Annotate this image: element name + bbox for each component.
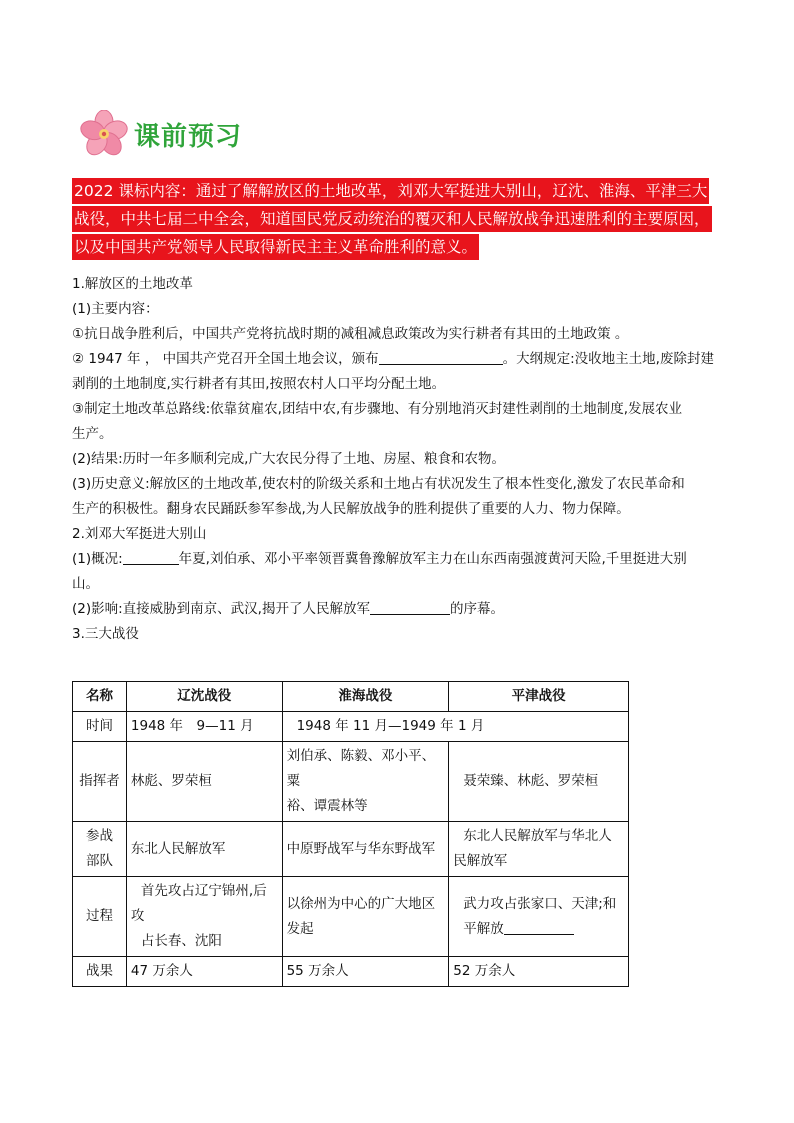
table-cell xyxy=(449,822,629,877)
cell-line: 参战 xyxy=(85,828,113,844)
paragraph xyxy=(72,547,732,572)
section-header xyxy=(76,110,316,160)
row-label xyxy=(73,822,127,877)
table-row xyxy=(73,957,629,987)
table-header-row xyxy=(73,682,629,712)
table-cell: 1948 年 9—11 月 xyxy=(126,712,282,742)
row-label: 指挥者 xyxy=(73,742,127,822)
table-cell xyxy=(126,877,282,957)
table-header: 平津战役 xyxy=(449,682,629,712)
table-cell: 47 万余人 xyxy=(126,957,282,987)
text: 的序幕。 xyxy=(449,601,504,617)
table-cell: 中原野战军与华东野战军 xyxy=(282,822,449,877)
paragraph: 山。 xyxy=(72,576,99,592)
study-content xyxy=(72,272,732,647)
table-cell xyxy=(282,877,449,957)
section-title: 1.解放区的土地改革 xyxy=(72,276,193,292)
cell-line: 部队 xyxy=(85,853,113,869)
table-cell: 东北人民解放军 xyxy=(126,822,282,877)
text: 年夏,刘伯承、邓小平率领晋冀鲁豫解放军主力在山东西南强渡黄河天险,千里挺进大别 xyxy=(178,551,687,567)
table-row xyxy=(73,877,629,957)
text: (1)概况: xyxy=(72,551,123,567)
paragraph: ③制定土地改革总路线:依靠贫雇农,团结中农,有步骤地、有分别地消灭封建性剥削的土地制度,发展农业 xyxy=(72,401,683,417)
table-cell: 聂荣臻、林彪、罗荣桓 xyxy=(449,742,629,822)
paragraph: 生产的积极性。翻身农民踊跃参军参战,为人民解放战争的胜利提供了重要的人力、物力保障。 xyxy=(72,501,630,517)
table-row xyxy=(73,822,629,877)
cell-line: 武力攻占张家口、天津;和 xyxy=(463,895,617,912)
plum-blossom-icon xyxy=(76,110,132,160)
paragraph xyxy=(72,347,732,372)
cell-line: 平解放 xyxy=(463,920,504,937)
table-cell: 1948 年 11 月—1949 年 1 月 xyxy=(282,712,628,742)
text: (2)影响:直接威胁到南京、武汉,揭开了人民解放军 xyxy=(72,601,370,617)
text: ② 1947 年 ， 中国共产党召开全国土地会议，颁布 xyxy=(72,351,379,367)
banner-line: 2022 课标内容：通过了解解放区的土地改革，刘邓大军挺进大别山，辽沈、淮海、平津三大 xyxy=(72,178,709,204)
cell-line: 以徐州为中心的广大地区 xyxy=(286,895,436,912)
cell-line: 发起 xyxy=(286,920,314,937)
page-title: 课前预习 xyxy=(134,122,243,152)
three-campaigns-table xyxy=(72,681,629,987)
banner-line: 战役，中共七届二中全会，知道国民党反动统治的覆灭和人民解放战争迅速胜利的主要原因， xyxy=(72,206,712,232)
row-label: 战果 xyxy=(73,957,127,987)
table-row xyxy=(73,712,629,742)
subheading: (1)主要内容： xyxy=(72,301,159,317)
table-header: 名称 xyxy=(73,682,127,712)
table-row xyxy=(73,742,629,822)
cell-line: 刘伯承、陈毅、邓小平、粟 xyxy=(286,748,436,789)
paragraph: (3)历史意义:解放区的土地改革,使农村的阶级关系和土地占有状况发生了根本性变化,激发了农民革命和 xyxy=(72,476,685,492)
curriculum-banner xyxy=(72,178,722,260)
paragraph: 剥削的土地制度,实行耕者有其田,按照农村人口平均分配土地。 xyxy=(72,376,446,392)
table-cell: 52 万余人 xyxy=(449,957,629,987)
paragraph: ①抗日战争胜利后，中国共产党将抗战时期的减租减息政策改为实行耕者有其田的土地政策 。 xyxy=(72,326,629,342)
row-label: 过程 xyxy=(73,877,127,957)
table-cell xyxy=(449,877,629,957)
banner-line: 以及中国共产党领导人民取得新民主主义革命胜利的意义。 xyxy=(72,234,479,260)
fill-in-blank[interactable] xyxy=(123,548,179,565)
section-title: 2.刘邓大军挺进大别山 xyxy=(72,526,207,542)
cell-line: 占长春、沈阳 xyxy=(140,933,222,949)
cell-line: 民解放军 xyxy=(453,853,508,869)
paragraph xyxy=(72,597,732,622)
fill-in-blank[interactable] xyxy=(504,918,574,935)
section-title: 3.三大战役 xyxy=(72,626,139,642)
paragraph: (2)结果:历时一年多顺利完成,广大农民分得了土地、房屋、粮食和农物。 xyxy=(72,451,505,467)
table-header: 淮海战役 xyxy=(282,682,449,712)
paragraph: 生产。 xyxy=(72,426,113,442)
table-cell xyxy=(282,742,449,822)
table-cell: 55 万余人 xyxy=(282,957,449,987)
fill-in-blank[interactable] xyxy=(379,348,503,365)
cell-line: 裕、谭震林等 xyxy=(286,798,368,814)
row-label: 时间 xyxy=(73,712,127,742)
cell-line: 首先攻占辽宁锦州,后攻 xyxy=(130,883,267,924)
table-header: 辽沈战役 xyxy=(126,682,282,712)
table-cell: 林彪、罗荣桓 xyxy=(126,742,282,822)
cell-line: 东北人民解放军与华北人 xyxy=(463,828,612,844)
text: 。大纲规定:没收地主土地,废除封建 xyxy=(502,351,714,367)
fill-in-blank[interactable] xyxy=(370,598,450,615)
